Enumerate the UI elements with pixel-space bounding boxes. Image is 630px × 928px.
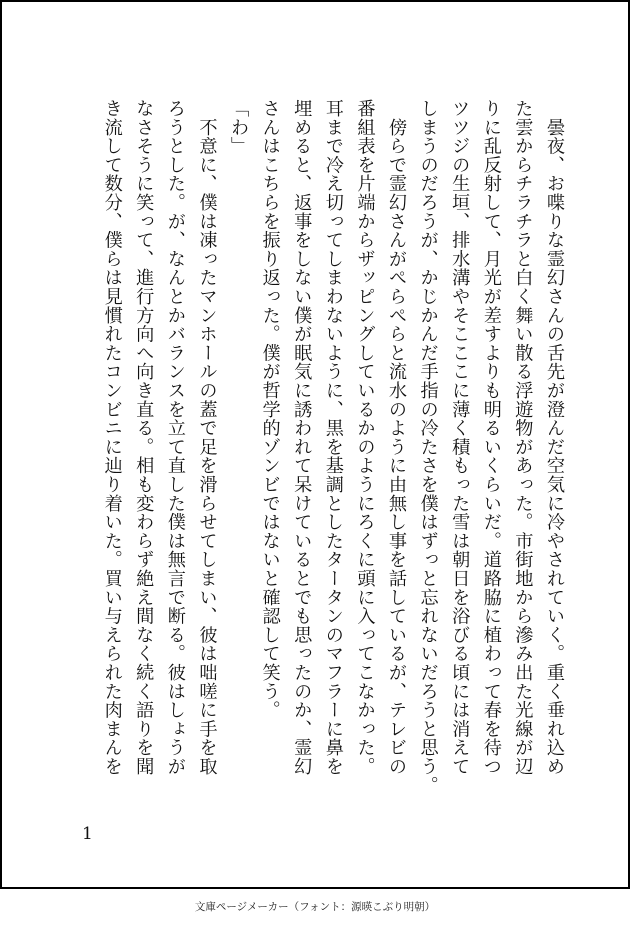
text-line-14: なさそうに笑って、進行方向へ向き直る。相も変わらず絶え間なく続く語りを聞: [133, 99, 155, 776]
text-line-8: 耳まで冷え切ってしまわないように、黒を基調としたタータンのマフラーに鼻を: [322, 99, 344, 776]
text-line-1: 曇夜、お喋りな霊幻さんの舌先が澄んだ空気に冷やされていく。重く垂れ込め: [544, 99, 565, 776]
text-line-6: 傍らで霊幻さんがぺらぺらと流水のように由無し事を話しているが、テレビの: [386, 99, 408, 776]
text-line-11: 「わ」: [228, 99, 250, 156]
text-line-7: 番組表を片端からザッピングしているかのようにろくに頭に入ってこなかった。: [354, 99, 376, 776]
text-line-9: 埋めると、返事をしない僕が眠気に誘われて呆けているとでも思ったのか、霊幻: [291, 99, 313, 776]
text-line-3: りに乱反射して、月光が差すよりも明るいくらいだ。道路脇に植わって春を待つ: [480, 99, 502, 776]
text-line-13: ろうとした。が、なんとかバランスを立て直した僕は無言で断る。彼はしょうが: [164, 99, 186, 776]
text-line-12: 不意に、僕は凍ったマンホールの蓋で足を滑らせてしまい、彼は咄嗟に手を取: [196, 99, 218, 776]
vertical-text-body: [96, 99, 570, 799]
footer-caption: 文庫ページメーカー（フォント：源暎こぶり明朝）: [194, 901, 436, 913]
text-line-2: た雲からチラチラと白く舞い散る浮遊物があった。市街地から滲み出た光線が辺: [512, 99, 534, 776]
text-line-15: き流して数分、僕らは見慣れたコンビニに辿り着いた。買い与えられた肉まんを: [101, 99, 123, 776]
text-line-5: しまうのだろうが、かじかんだ手指の冷たさを僕はずっと忘れないだろうと思う。: [417, 99, 439, 795]
page-number: 1: [82, 824, 93, 844]
text-line-4: ツツジの生垣、排水溝やそこここに薄く積もった雪は朝日を浴びる頃には消えて: [449, 99, 471, 776]
text-line-10: さんはこちらを振り返った。僕が哲学的ゾンビではないと確認して笑う。: [259, 99, 281, 720]
